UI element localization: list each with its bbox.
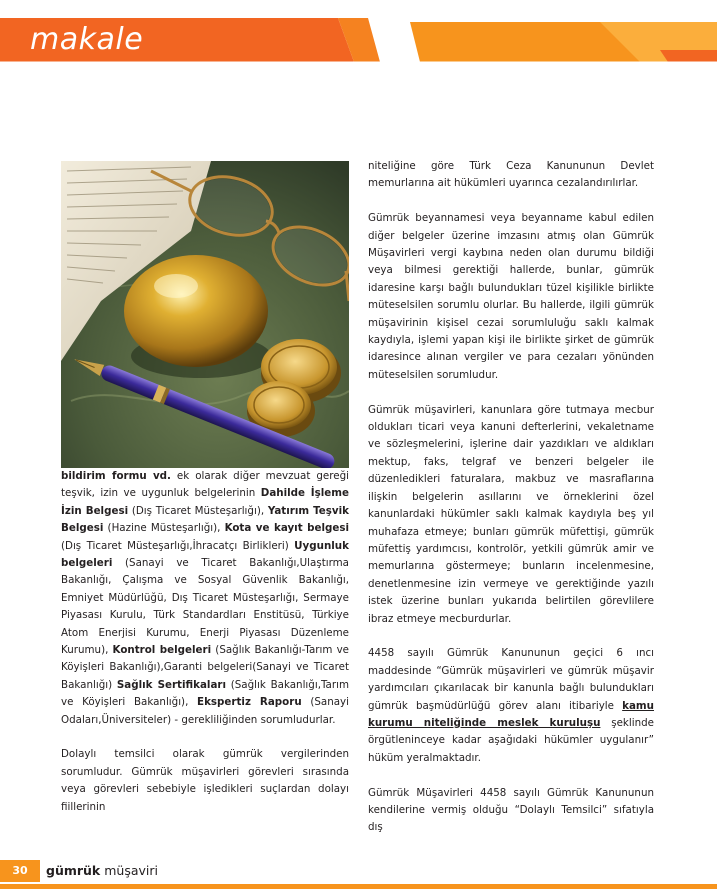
underlined-run: kamu kurumu niteliğinde meslek kuruluşu <box>368 699 654 729</box>
bold-run: Yatırım Teşvik Belgesi <box>61 504 349 535</box>
left-paragraph-1 <box>61 468 349 729</box>
right-paragraph-5: Gümrük Müşavirleri 4458 sayılı Gümrük Kanununun kendilerine vermiş olduğu “Dolaylı Temsilci” sıfatıyla dış <box>368 786 654 834</box>
bold-run: Sağlık Sertifikaları <box>116 678 227 691</box>
right-paragraph-2: Gümrük beyannamesi veya beyanname kabul edilen diğer belgeler üzerine imzasını atmış olan Gümrük Müşavirleri vergi kaybına neden olan durumu bildiği veya bilmesi gerektiği hallerde, bunlar, gümrük idaresine karşı bağlı bulundukları tüzel kişilikle birlikte müteselsilen sorumlu olurlar. Bu hallerde, ilgili gümrük müşavirinin kişisel cezai sorumluluğu saklı kalmak kaydıyla, işlemi yapan kişi ile birlikte şirket de gümrük idaresince alınan vergiler ve para cezaları yönünden müteselsilen sorumludur. <box>368 212 654 381</box>
text-run: (Sağlık Bakanlığı-Tarım ve Köyişleri Bakanlığı),Garanti belgeleri(Sanayi ve Ticaret Bakanlığı) <box>61 644 350 691</box>
right-paragraph-4 <box>368 645 654 767</box>
bold-run: Ekspertiz Raporu <box>197 696 302 709</box>
text-run: (Hazine Müsteşarlığı), <box>103 522 225 535</box>
text-run: (Dış Ticaret Müsteşarlığı,İhracatçı Birlikleri) <box>61 539 295 552</box>
right-paragraph-1: niteliğine göre Türk Ceza Kanununun Devlet memurlarına ait hükümleri uyarınca cezalandırılırlar. <box>368 160 654 190</box>
bold-run: bildirim formu vd. <box>61 470 171 482</box>
text-run: ek olarak diğer mevzuat gereği teşvik, izin ve uygunluk belgelerinin <box>61 470 349 500</box>
bold-run: Dahilde İşleme İzin Belgesi <box>61 487 349 517</box>
right-column <box>368 158 654 837</box>
text-run: (Sanayi ve Ticaret Bakanlığı,Ulaştırma Bakanlığı, Çalışma ve Sosyal Güvenlik Bakanlığı, Emniyet Müdürlüğü, Dış Ticaret Müsteşarlığı, Sermaye Piyasası Kurulu, Türk Standardları Enstitüsü, Türkiye Atom Enerjisi Kurumu, Enerji Piyasası Düzenleme Kurumu), <box>61 557 349 657</box>
text-run: (Sanayi Odaları,Üniversiteler) - gerekliliğinden sorumludurlar. <box>61 696 350 726</box>
magazine-name-word2: müşaviri <box>104 863 158 878</box>
section-title: makale <box>30 22 144 57</box>
bold-run: Kota ve kayıt belgesi <box>224 522 349 535</box>
bold-run: Kontrol belgeleri <box>112 644 212 657</box>
left-paragraph-2: Dolaylı temsilci olarak gümrük vergilerinden sorumludur. Gümrük müşavirleri görevleri sırasında veya görevleri sebebiyle işledikleri suçlardan dolayı fiillerinin <box>61 748 349 813</box>
bold-run: Uygunluk belgeleri <box>61 539 349 570</box>
text-run: 4458 sayılı Gümrük Kanununun geçici 6 ıncı maddesinde “Gümrük müşavirleri ve gümrük müşavir yardımcıları çıkarılacak bir kanunla bağlı bulundukları gümrük başmüdürlüğü görev alanı itibariyle <box>368 647 654 712</box>
text-run: (Sağlık Bakanlığı,Tarım ve Köyişleri Bakanlığı), <box>61 678 349 709</box>
magazine-name <box>46 863 158 878</box>
right-paragraph-3: Gümrük müşavirleri, kanunlara göre tutmaya mecbur oldukları ticari veya kanuni defterlerini, vekaletname ve sözleşmelerini, işlerine dair yazdıkları ve aldıkları mektup, faks, telgraf ve benzeri belgeler ile düzenledikleri faturalara, makbuz ve masraflarına ilişkin belgelerin asıllarını ve örneklerini özel kanunlardaki hükümler saklı kalmak kaydıyla beş yıl muhafaza etmeye; bunları gümrük müfettişi, gümrük müfettiş yardımcısı, kontrolör, yetkili gümrük amir ve memurlarına göstermeye; bunların incelenmesine, denetlenmesine izin vermeye ve gerektiğinde yazılı istek üzerine bunları yukarıda belirtilen görevlilere ibraz etmeye mecburdurlar. <box>368 403 654 625</box>
text-run: (Dış Ticaret Müsteşarlığı), <box>128 504 268 517</box>
page-number: 30 <box>0 860 40 882</box>
left-column <box>61 468 349 816</box>
finance-still-life-photo <box>61 161 349 468</box>
magazine-name-word1: gümrük <box>46 863 101 878</box>
text-run: şeklinde örgütleninceye kadar aşağıdaki hükümler uygulanır” hüküm yeralmaktadır. <box>368 716 654 764</box>
